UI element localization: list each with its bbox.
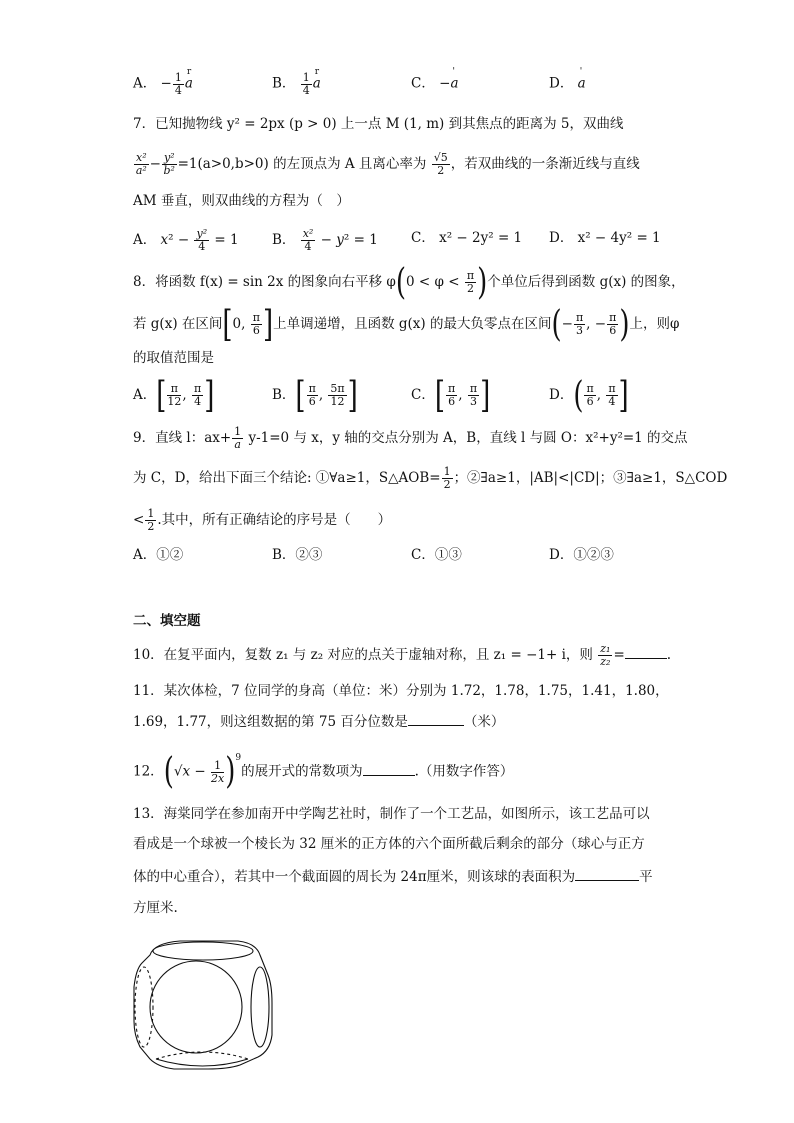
q8-line3: 的取值范围是 xyxy=(133,350,214,366)
section-heading-fill-in: 二、填空题 xyxy=(133,613,201,629)
q6-option-a: A． − $\frac{1}{4}$ $a^r$ xyxy=(133,67,193,97)
q7-line3: AM 垂直，则双曲线的方程为（ ） xyxy=(133,193,350,209)
q7-option-b: B． $\frac{\text{x²}}{4}$ − y² = 1 xyxy=(272,227,378,253)
q8-option-b: B．[ $\frac{\pi}{6}$ , $\frac{5\pi}{12}$ ] xyxy=(272,374,358,417)
q6-option-d: D． a' xyxy=(549,67,586,92)
q9-option-c: C．①③ xyxy=(411,547,462,563)
q6-option-c: C． −a' xyxy=(411,67,459,92)
truncated-sphere-figure xyxy=(128,935,278,1075)
q8-option-c: C．[ $\frac{\pi}{6}$ , $\frac{\pi}{3}$ ] xyxy=(411,374,491,417)
q9-option-d: D．①②③ xyxy=(549,547,614,563)
q7-line1: 7．已知抛物线 y² = 2px (p > 0) 上一点 M (1, m) 到其焦点的距离为 5，双曲线 xyxy=(133,116,624,132)
q7-line2: $\frac{\text{x²}}{\text{a²}}$ − $\frac{\text{y²}}{\text{b²}}$ =1(a>0,b>0) 的左顶点为 A 且离心率为 $\frac{√5}{2}$ ，若双曲线的一条渐近线与直线 xyxy=(135,151,640,177)
q7-option-a: A． x² − $\frac{\text{y²}}{4}$ = 1 xyxy=(133,227,239,253)
q12-line: 12．(√x − $\frac{1}{2x}$ )$^9$的展开式的常数项为 .（用数字作答） xyxy=(133,751,514,793)
q13-line4: 方厘米. xyxy=(133,900,178,916)
q6-option-b: B． $\frac{1}{4}$ $a^r$ xyxy=(272,67,321,97)
q9-option-a: A．①② xyxy=(133,547,184,563)
q13-line2: 看成是一个球被一个棱长为 32 厘米的正方体的六个面所截后剩余的部分（球心与正方 xyxy=(133,836,645,852)
q9-line3: < $\frac{1}{2}$ .其中，所有正确结论的序号是（ ） xyxy=(133,507,392,533)
q9-option-b: B．②③ xyxy=(272,547,323,563)
q11-line1: 11．某次体检，7 位同学的身高（单位：米）分别为 1.72，1.78，1.75，1.41，1.80， xyxy=(133,683,669,699)
q8-option-d: D．( $\frac{\pi}{6}$ , $\frac{\pi}{4}$ ] xyxy=(549,374,629,417)
q10-line: 10．在复平面内，复数 z₁ 与 z₂ 对应的点关于虚轴对称，且 z₁ = −1+ i，则 $\frac{\text{z₁}}{\text{z₂}}$ = . xyxy=(133,642,672,668)
q8-option-a: A．[ $\frac{\pi}{12}$ , $\frac{\pi}{4}$ ] xyxy=(133,374,215,417)
q9-line1: 9．直线 l：ax+ $\frac{1}{a}$ y-1=0 与 x，y 轴的交点分别为 A，B，直线 l 与圆 O：x²+y²=1 的交点 xyxy=(133,425,688,451)
q13-line1: 13．海棠同学在参加南开中学陶艺社时，制作了一个工艺品，如图所示，该工艺品可以 xyxy=(133,806,650,822)
q7-option-c: C． x² − 2y² = 1 xyxy=(411,230,523,246)
q9-line2: 为 C，D，给出下面三个结论: ①∀a≥1，S△AOB= $\frac{1}{2}$ ；②∃a≥1，|AB|<|CD|；③∃a≥1，S△COD xyxy=(133,465,728,491)
q8-line2: 若 g(x) 在区间[0, $\frac{\pi}{6}$ ]上单调递增，且函数 g(x) 的最大负零点在区间(− $\frac{\pi}{3}$ , − $\frac{\pi}{6}$ )上，则φ xyxy=(133,303,680,346)
q13-line3: 体的中心重合），若其中一个截面圆的周长为 24π厘米，则该球的表面积为 平 xyxy=(133,866,653,887)
q7-option-d: D． x² − 4y² = 1 xyxy=(549,230,661,246)
q11-line2: 1.69，1.77，则这组数据的第 75 百分位数是 （米） xyxy=(133,711,504,732)
q8-line1: 8．将函数 f(x) = sin 2x 的图象向右平移 φ(0 < φ < $\frac{\pi}{2}$ )个单位后得到函数 g(x) 的图象， xyxy=(133,261,685,304)
